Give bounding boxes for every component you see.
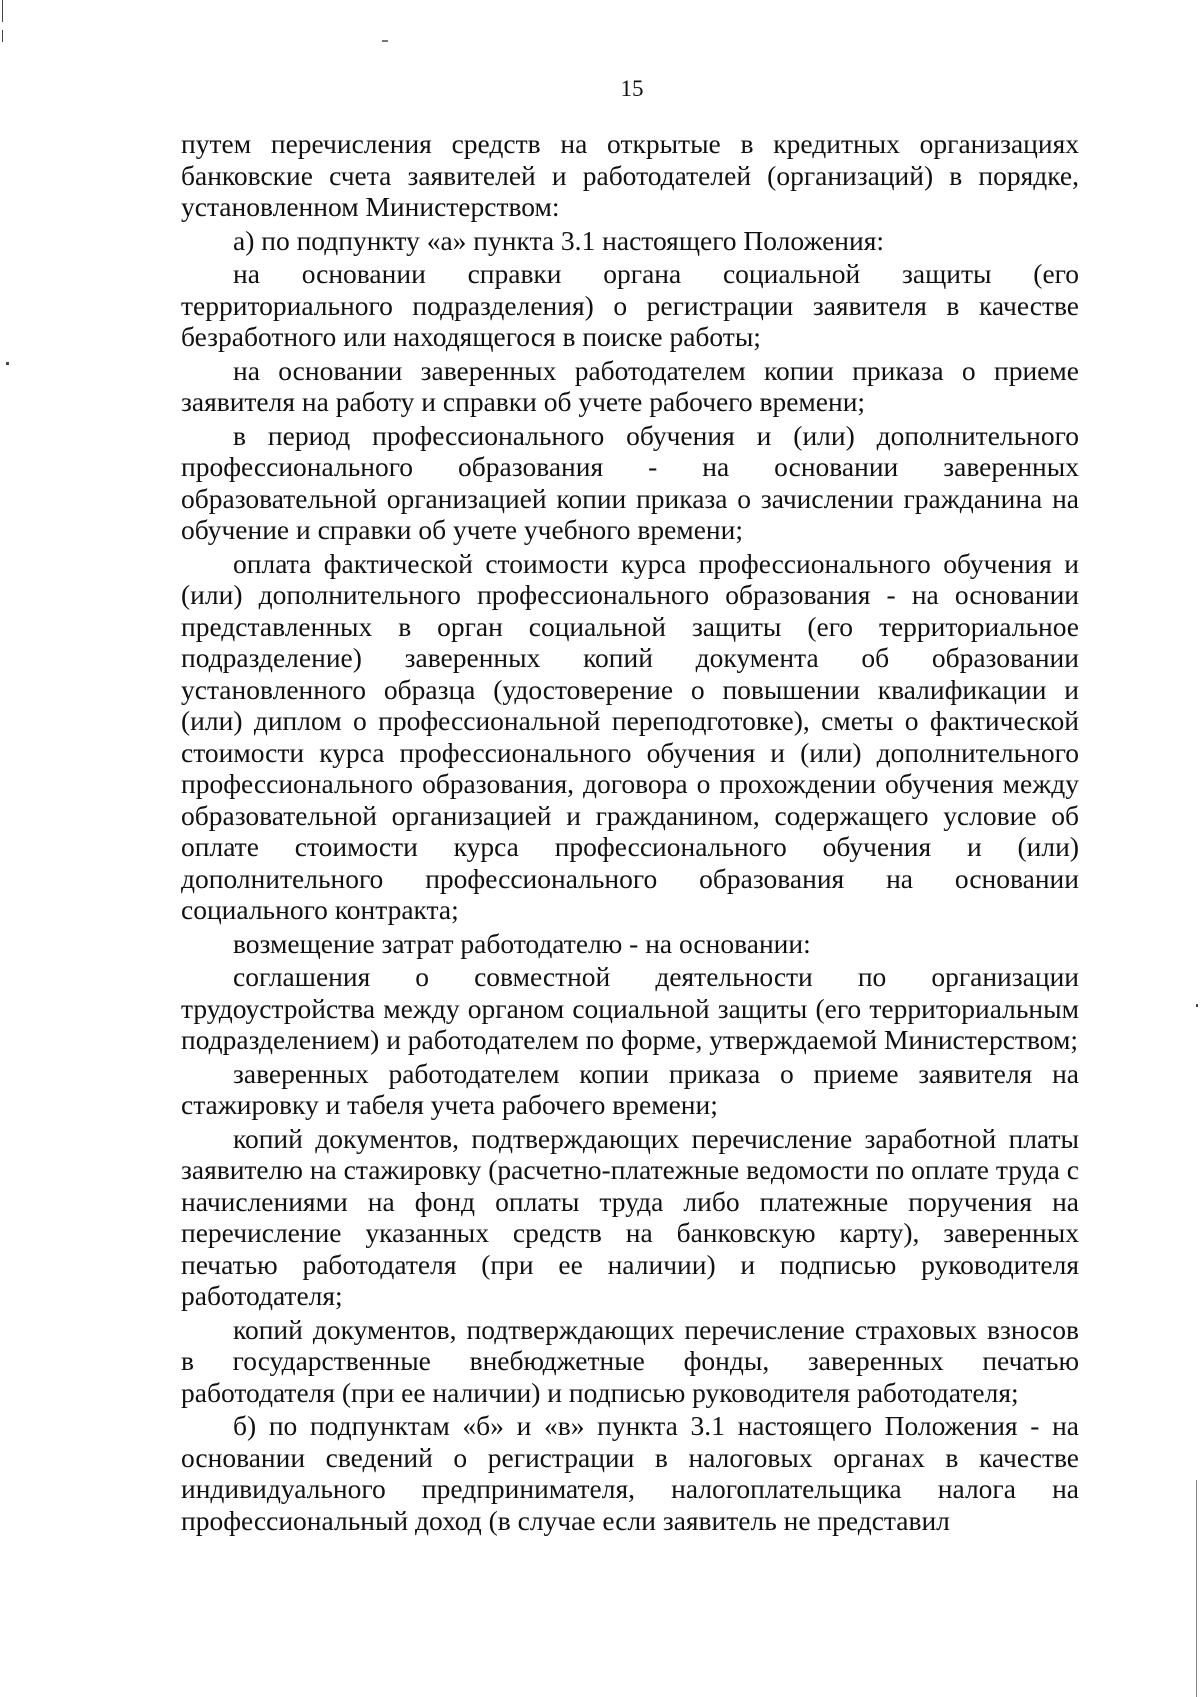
paragraph: в период профессионального обучения и (или) дополнительного профессионального образования - на основании заверенных образовательной организацией копии приказа о зачислении гражданина на обучение и справки об учете учебного времени; bbox=[181, 419, 1079, 545]
scan-artifact-line bbox=[2, 30, 3, 42]
paragraph: на основании справки органа социальной защиты (его территориального подразделения) о регистрации заявителя в качестве безработного или находящегося в поиске работы; bbox=[181, 258, 1079, 352]
paragraph: заверенных работодателем копии приказа о приеме заявителя на стажировку и табеля учета рабочего времени; bbox=[181, 1057, 1079, 1120]
paragraph: оплата фактической стоимости курса профессионального обучения и (или) дополнительного профессионального образования - на основании представленных в орган социальной защиты (его территориальное подразделение) заверенных копий документа об образовании установленного образца (удостоверение о повышении квалификации и (или) диплом о профессиональной переподготовке), сметы о фактической стоимости курса профессионального обучения и (или) дополнительного профессионального образования, договора о прохождении обучения между образовательной организацией и гражданином, содержащего условие об оплате стоимости курса профессионального обучения и (или) дополнительного профессионального образования на основании социального контракта; bbox=[181, 547, 1079, 925]
paragraph: на основании заверенных работодателем копии приказа о приеме заявителя на работу и справки об учете рабочего времени; bbox=[181, 354, 1079, 417]
paragraph: копий документов, подтверждающих перечисление страховых взносов в государственные внебюджетные фонды, заверенных печатью работодателя (при ее наличии) и подписью руководителя работодателя; bbox=[181, 1313, 1079, 1408]
scan-artifact-dot bbox=[382, 40, 388, 42]
paragraph: б) по подпунктам «б» и «в» пункта 3.1 настоящего Положения - на основании сведений о регистрации в налоговых органах в качестве индивидуального предпринимателя, налогоплательщика налога на профессиональный доход (в случае если заявитель не представил bbox=[181, 1410, 1079, 1536]
scan-artifact-dot bbox=[1196, 1004, 1198, 1007]
scan-artifact-edge bbox=[1196, 1480, 1197, 1697]
document-body bbox=[181, 128, 1079, 1538]
paragraph: возмещение затрат работодателю - на основании: bbox=[233, 927, 811, 959]
page-number: 15 bbox=[620, 76, 644, 101]
scan-artifact-line bbox=[2, 0, 3, 22]
paragraph: копий документов, подтверждающих перечисление заработной платы заявителю на стажировку (расчетно-платежные ведомости по оплате труда с начислениями на фонд оплаты труда либо платежные поручения на перечисление указанных средств на банковскую карту), заверенных печатью работодателя (при ее наличии) и подписью руководителя работодателя; bbox=[181, 1122, 1079, 1311]
paragraph: путем перечисления средств на открытые в кредитных организациях банковские счета заявителей и работодателей (организаций) в порядке, установленном Министерством: bbox=[181, 128, 1079, 222]
scan-artifact-dot bbox=[6, 362, 9, 365]
paragraph: а) по подпункту «а» пункта 3.1 настоящего Положения: bbox=[233, 224, 885, 256]
paragraph: соглашения о совместной деятельности по организации трудоустройства между органом социальной защиты (его территориальным подразделением) и работодателем по форме, утверждаемой Министерством; bbox=[181, 961, 1079, 1055]
